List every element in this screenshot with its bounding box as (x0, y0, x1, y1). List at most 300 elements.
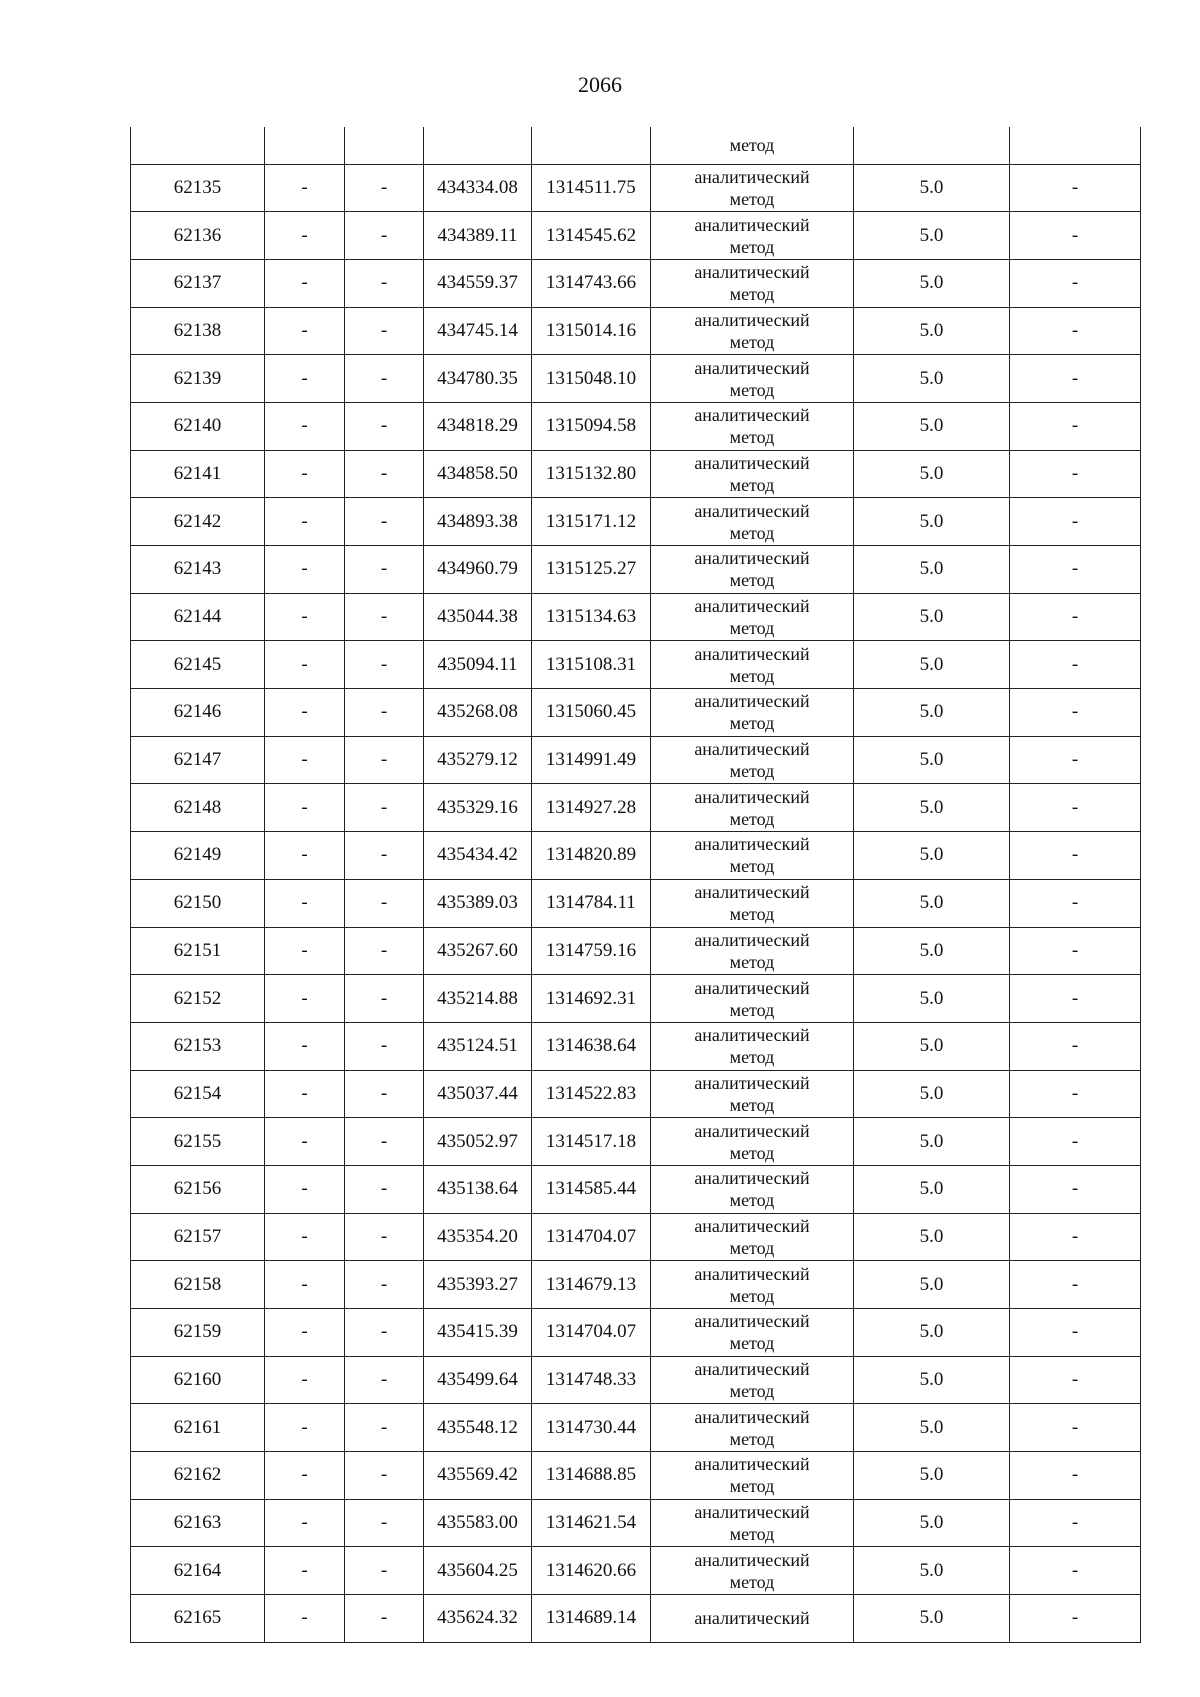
cell-col8: - (1010, 1213, 1141, 1261)
cell-x: 435268.08 (424, 689, 532, 737)
cell-y: 1314820.89 (532, 832, 651, 880)
table-row (131, 1356, 1141, 1404)
cell-accuracy: 5.0 (854, 498, 1010, 546)
cell-point-id: 62147 (131, 736, 265, 784)
cell-method (651, 832, 854, 880)
cell-col2: - (265, 164, 345, 212)
cell-col2: - (265, 450, 345, 498)
method-line-1: аналитический (694, 596, 810, 617)
method-line-1: аналитический (694, 452, 810, 473)
cell-x: 435434.42 (424, 832, 532, 880)
cell-accuracy: 5.0 (854, 1213, 1010, 1261)
cell-col2: - (265, 1261, 345, 1309)
cell-empty (131, 127, 265, 164)
cell-col8: - (1010, 1595, 1141, 1643)
method-line-1: аналитический (694, 834, 810, 855)
cell-col8: - (1010, 212, 1141, 260)
table-row (131, 1499, 1141, 1547)
method-line-2: метод (729, 713, 775, 734)
cell-col3: - (345, 307, 424, 355)
cell-accuracy: 5.0 (854, 784, 1010, 832)
cell-col2: - (265, 593, 345, 641)
cell-x: 435094.11 (424, 641, 532, 689)
method-line-2: метод (729, 474, 775, 495)
cell-y: 1314689.14 (532, 1595, 651, 1643)
cell-accuracy: 5.0 (854, 879, 1010, 927)
cell-col2: - (265, 259, 345, 307)
cell-col3: - (345, 212, 424, 260)
cell-x: 434960.79 (424, 546, 532, 594)
cell-col8: - (1010, 307, 1141, 355)
cell-method (651, 307, 854, 355)
cell-y: 1315134.63 (532, 593, 651, 641)
method-line-2: метод (729, 331, 775, 352)
cell-point-id: 62150 (131, 879, 265, 927)
table-row (131, 212, 1141, 260)
table-row (131, 1213, 1141, 1261)
cell-col8: - (1010, 1022, 1141, 1070)
table-row (131, 927, 1141, 975)
cell-accuracy: 5.0 (854, 259, 1010, 307)
method-line-1: аналитический (694, 357, 810, 378)
method-line-1: аналитический (694, 166, 810, 187)
cell-method (651, 1356, 854, 1404)
cell-col3: - (345, 689, 424, 737)
cell-col2: - (265, 832, 345, 880)
cell-col2: - (265, 1309, 345, 1357)
method-line-2: метод (729, 570, 775, 591)
table-row (131, 402, 1141, 450)
cell-point-id: 62142 (131, 498, 265, 546)
cell-point-id: 62151 (131, 927, 265, 975)
method-line-1: аналитический (694, 1359, 810, 1380)
cell-col2: - (265, 784, 345, 832)
method-line-2: метод (729, 1381, 775, 1402)
method-line-2: метод (729, 284, 775, 305)
table-row (131, 1022, 1141, 1070)
cell-x: 435044.38 (424, 593, 532, 641)
cell-empty (854, 127, 1010, 164)
cell-col2: - (265, 927, 345, 975)
cell-x: 435499.64 (424, 1356, 532, 1404)
cell-col2: - (265, 355, 345, 403)
cell-y: 1314692.31 (532, 975, 651, 1023)
cell-col3: - (345, 641, 424, 689)
table-row (131, 1309, 1141, 1357)
cell-point-id: 62140 (131, 402, 265, 450)
cell-col3: - (345, 1547, 424, 1595)
method-line-2: метод (729, 1190, 775, 1211)
method-line-1: аналитический (694, 1549, 810, 1570)
cell-col3: - (345, 736, 424, 784)
method-line-1: аналитический (694, 500, 810, 521)
cell-method (651, 1404, 854, 1452)
cell-x: 435052.97 (424, 1118, 532, 1166)
cell-col8: - (1010, 1452, 1141, 1500)
cell-accuracy: 5.0 (854, 164, 1010, 212)
cell-point-id: 62149 (131, 832, 265, 880)
table-row (131, 355, 1141, 403)
cell-y: 1314545.62 (532, 212, 651, 260)
cell-col3: - (345, 1022, 424, 1070)
cell-col2: - (265, 736, 345, 784)
table-row (131, 736, 1141, 784)
cell-method (651, 259, 854, 307)
method-line-2: метод (729, 379, 775, 400)
cell-col3: - (345, 1356, 424, 1404)
cell-accuracy: 5.0 (854, 1118, 1010, 1166)
cell-col8: - (1010, 784, 1141, 832)
table-row (131, 259, 1141, 307)
method-line-1: аналитический (694, 929, 810, 950)
cell-col8: - (1010, 832, 1141, 880)
method-line-1: аналитический (694, 1168, 810, 1189)
method-line-1: аналитический (694, 1215, 810, 1236)
cell-method (651, 641, 854, 689)
cell-x: 435214.88 (424, 975, 532, 1023)
cell-y: 1314585.44 (532, 1165, 651, 1213)
cell-col2: - (265, 307, 345, 355)
cell-col3: - (345, 1213, 424, 1261)
cell-col3: - (345, 402, 424, 450)
cell-method (651, 879, 854, 927)
cell-col3: - (345, 593, 424, 641)
cell-accuracy: 5.0 (854, 1165, 1010, 1213)
cell-point-id: 62137 (131, 259, 265, 307)
cell-method: метод (651, 127, 854, 164)
cell-x: 434745.14 (424, 307, 532, 355)
cell-y: 1315125.27 (532, 546, 651, 594)
method-line-2: метод (729, 904, 775, 925)
cell-accuracy: 5.0 (854, 546, 1010, 594)
cell-method (651, 1165, 854, 1213)
cell-col2: - (265, 1213, 345, 1261)
cell-y: 1314704.07 (532, 1309, 651, 1357)
cell-method (651, 1499, 854, 1547)
cell-accuracy: 5.0 (854, 402, 1010, 450)
cell-method (651, 355, 854, 403)
cell-method (651, 1309, 854, 1357)
cell-x: 435569.42 (424, 1452, 532, 1500)
cell-col3: - (345, 975, 424, 1023)
cell-col8: - (1010, 879, 1141, 927)
cell-method (651, 784, 854, 832)
cell-empty (424, 127, 532, 164)
cell-y: 1314759.16 (532, 927, 651, 975)
table-body (131, 127, 1141, 1642)
cell-point-id: 62136 (131, 212, 265, 260)
table-row (131, 593, 1141, 641)
cell-x: 435267.60 (424, 927, 532, 975)
table-row (131, 164, 1141, 212)
cell-point-id: 62164 (131, 1547, 265, 1595)
cell-point-id: 62138 (131, 307, 265, 355)
cell-empty (532, 127, 651, 164)
cell-x: 434334.08 (424, 164, 532, 212)
method-line-2: метод (729, 1524, 775, 1545)
cell-accuracy: 5.0 (854, 641, 1010, 689)
table-row (131, 1547, 1141, 1595)
cell-col2: - (265, 1356, 345, 1404)
method-line-1: аналитический (694, 548, 810, 569)
cell-accuracy: 5.0 (854, 355, 1010, 403)
cell-col2: - (265, 1022, 345, 1070)
method-line-1: аналитический (694, 1263, 810, 1284)
cell-col8: - (1010, 1404, 1141, 1452)
cell-col8: - (1010, 1547, 1141, 1595)
method-line-1: аналитический (694, 1454, 810, 1475)
cell-y: 1314991.49 (532, 736, 651, 784)
cell-point-id: 62155 (131, 1118, 265, 1166)
method-line-2: метод (729, 999, 775, 1020)
cell-x: 435279.12 (424, 736, 532, 784)
cell-col2: - (265, 1404, 345, 1452)
cell-empty (265, 127, 345, 164)
cell-point-id: 62159 (131, 1309, 265, 1357)
method-line-2: метод (729, 1476, 775, 1497)
cell-method (651, 546, 854, 594)
method-line-2: метод (729, 1571, 775, 1592)
method-line-1: аналитический (694, 882, 810, 903)
cell-col3: - (345, 784, 424, 832)
cell-x: 435354.20 (424, 1213, 532, 1261)
coordinates-table (130, 127, 1141, 1643)
table-row (131, 307, 1141, 355)
cell-accuracy: 5.0 (854, 212, 1010, 260)
cell-x: 435604.25 (424, 1547, 532, 1595)
method-line-1: аналитический (694, 1072, 810, 1093)
method-line-1: аналитический (694, 1311, 810, 1332)
cell-col3: - (345, 1404, 424, 1452)
cell-col3: - (345, 1070, 424, 1118)
method-line-2: метод (729, 1047, 775, 1068)
cell-point-id: 62161 (131, 1404, 265, 1452)
method-line-1: аналитический (694, 309, 810, 330)
table-row (131, 1118, 1141, 1166)
method-line-1: аналитический (694, 1025, 810, 1046)
method-line-1: аналитический (694, 262, 810, 283)
method-line-2: метод (729, 951, 775, 972)
cell-accuracy: 5.0 (854, 593, 1010, 641)
cell-col2: - (265, 1118, 345, 1166)
cell-point-id: 62158 (131, 1261, 265, 1309)
cell-accuracy: 5.0 (854, 736, 1010, 784)
cell-col3: - (345, 1309, 424, 1357)
cell-col8: - (1010, 641, 1141, 689)
cell-col2: - (265, 879, 345, 927)
table-row (131, 832, 1141, 880)
cell-col3: - (345, 259, 424, 307)
method-line-2: метод (729, 1333, 775, 1354)
cell-col8: - (1010, 1356, 1141, 1404)
cell-method (651, 927, 854, 975)
cell-col2: - (265, 1547, 345, 1595)
table-row (131, 689, 1141, 737)
cell-x: 435124.51 (424, 1022, 532, 1070)
cell-y: 1315060.45 (532, 689, 651, 737)
cell-point-id: 62157 (131, 1213, 265, 1261)
cell-col8: - (1010, 355, 1141, 403)
method-line-2: метод (729, 1142, 775, 1163)
cell-point-id: 62144 (131, 593, 265, 641)
cell-accuracy: 5.0 (854, 975, 1010, 1023)
continuation-row (131, 127, 1141, 164)
method-line-2: метод (729, 427, 775, 448)
method-line-1: аналитический (694, 739, 810, 760)
cell-col3: - (345, 879, 424, 927)
cell-method (651, 736, 854, 784)
cell-col2: - (265, 1165, 345, 1213)
cell-col8: - (1010, 546, 1141, 594)
method-line-2: метод (729, 236, 775, 257)
cell-y: 1314511.75 (532, 164, 651, 212)
table-row (131, 546, 1141, 594)
cell-col2: - (265, 1070, 345, 1118)
cell-x: 435389.03 (424, 879, 532, 927)
table-row (131, 1165, 1141, 1213)
cell-accuracy: 5.0 (854, 1595, 1010, 1643)
method-line-2: метод (729, 188, 775, 209)
table-row (131, 1452, 1141, 1500)
table-row (131, 450, 1141, 498)
cell-col8: - (1010, 593, 1141, 641)
cell-point-id: 62153 (131, 1022, 265, 1070)
cell-method (651, 1213, 854, 1261)
cell-accuracy: 5.0 (854, 1070, 1010, 1118)
cell-method (651, 1118, 854, 1166)
cell-col2: - (265, 1499, 345, 1547)
cell-col2: - (265, 1595, 345, 1643)
cell-col3: - (345, 498, 424, 546)
cell-y: 1315171.12 (532, 498, 651, 546)
cell-col3: - (345, 546, 424, 594)
cell-method (651, 1595, 854, 1643)
cell-col8: - (1010, 1070, 1141, 1118)
method-line-1: аналитический (694, 1406, 810, 1427)
cell-x: 435583.00 (424, 1499, 532, 1547)
cell-empty (1010, 127, 1141, 164)
method-line-2: метод (729, 856, 775, 877)
cell-y: 1314621.54 (532, 1499, 651, 1547)
cell-method (651, 1022, 854, 1070)
cell-col3: - (345, 1452, 424, 1500)
cell-point-id: 62135 (131, 164, 265, 212)
cell-point-id: 62160 (131, 1356, 265, 1404)
cell-accuracy: 5.0 (854, 1022, 1010, 1070)
page-number: 2066 (578, 72, 622, 97)
cell-x: 434818.29 (424, 402, 532, 450)
cell-accuracy: 5.0 (854, 1404, 1010, 1452)
cell-col3: - (345, 1118, 424, 1166)
cell-method (651, 975, 854, 1023)
cell-x: 434389.11 (424, 212, 532, 260)
cell-col2: - (265, 546, 345, 594)
cell-accuracy: 5.0 (854, 1356, 1010, 1404)
cell-accuracy: 5.0 (854, 927, 1010, 975)
cell-method (651, 1547, 854, 1595)
cell-method (651, 1261, 854, 1309)
cell-accuracy: 5.0 (854, 1261, 1010, 1309)
cell-point-id: 62163 (131, 1499, 265, 1547)
cell-point-id: 62156 (131, 1165, 265, 1213)
cell-point-id: 62143 (131, 546, 265, 594)
cell-y: 1314688.85 (532, 1452, 651, 1500)
cell-col3: - (345, 1499, 424, 1547)
cell-point-id: 62139 (131, 355, 265, 403)
method-line-1: аналитический (694, 1608, 810, 1629)
method-line-2: метод (729, 1428, 775, 1449)
cell-y: 1314679.13 (532, 1261, 651, 1309)
method-line-1: аналитический (694, 643, 810, 664)
method-line-2: метод (729, 1237, 775, 1258)
cell-col8: - (1010, 1165, 1141, 1213)
cell-method (651, 1452, 854, 1500)
cell-x: 435624.32 (424, 1595, 532, 1643)
table-row (131, 1404, 1141, 1452)
cell-y: 1314522.83 (532, 1070, 651, 1118)
cell-col2: - (265, 689, 345, 737)
cell-method (651, 164, 854, 212)
cell-y: 1314704.07 (532, 1213, 651, 1261)
cell-accuracy: 5.0 (854, 1547, 1010, 1595)
method-line-1: аналитический (694, 1120, 810, 1141)
cell-accuracy: 5.0 (854, 1309, 1010, 1357)
cell-accuracy: 5.0 (854, 1452, 1010, 1500)
cell-y: 1314517.18 (532, 1118, 651, 1166)
method-line-2: метод (729, 522, 775, 543)
method-line-2: метод (729, 1285, 775, 1306)
cell-empty (345, 127, 424, 164)
cell-col8: - (1010, 1118, 1141, 1166)
cell-accuracy: 5.0 (854, 689, 1010, 737)
cell-y: 1314743.66 (532, 259, 651, 307)
method-line-1: аналитический (694, 405, 810, 426)
cell-method (651, 593, 854, 641)
cell-col8: - (1010, 259, 1141, 307)
method-line-1: аналитический (694, 1502, 810, 1523)
cell-method (651, 498, 854, 546)
cell-y: 1314620.66 (532, 1547, 651, 1595)
table-row (131, 879, 1141, 927)
cell-x: 435393.27 (424, 1261, 532, 1309)
cell-col2: - (265, 212, 345, 260)
cell-accuracy: 5.0 (854, 832, 1010, 880)
method-line-2: метод (729, 665, 775, 686)
cell-col2: - (265, 975, 345, 1023)
cell-method (651, 212, 854, 260)
cell-y: 1315094.58 (532, 402, 651, 450)
cell-col8: - (1010, 689, 1141, 737)
cell-point-id: 62148 (131, 784, 265, 832)
cell-y: 1315132.80 (532, 450, 651, 498)
cell-x: 435138.64 (424, 1165, 532, 1213)
cell-col3: - (345, 927, 424, 975)
cell-x: 434780.35 (424, 355, 532, 403)
cell-y: 1315014.16 (532, 307, 651, 355)
cell-col8: - (1010, 450, 1141, 498)
cell-col8: - (1010, 975, 1141, 1023)
cell-col3: - (345, 1261, 424, 1309)
method-line-1: аналитический (694, 691, 810, 712)
method-line-1: аналитический (694, 786, 810, 807)
cell-col2: - (265, 498, 345, 546)
method-line-1: аналитический (694, 977, 810, 998)
table-row (131, 641, 1141, 689)
cell-x: 434893.38 (424, 498, 532, 546)
cell-x: 434858.50 (424, 450, 532, 498)
cell-method (651, 402, 854, 450)
cell-col8: - (1010, 164, 1141, 212)
